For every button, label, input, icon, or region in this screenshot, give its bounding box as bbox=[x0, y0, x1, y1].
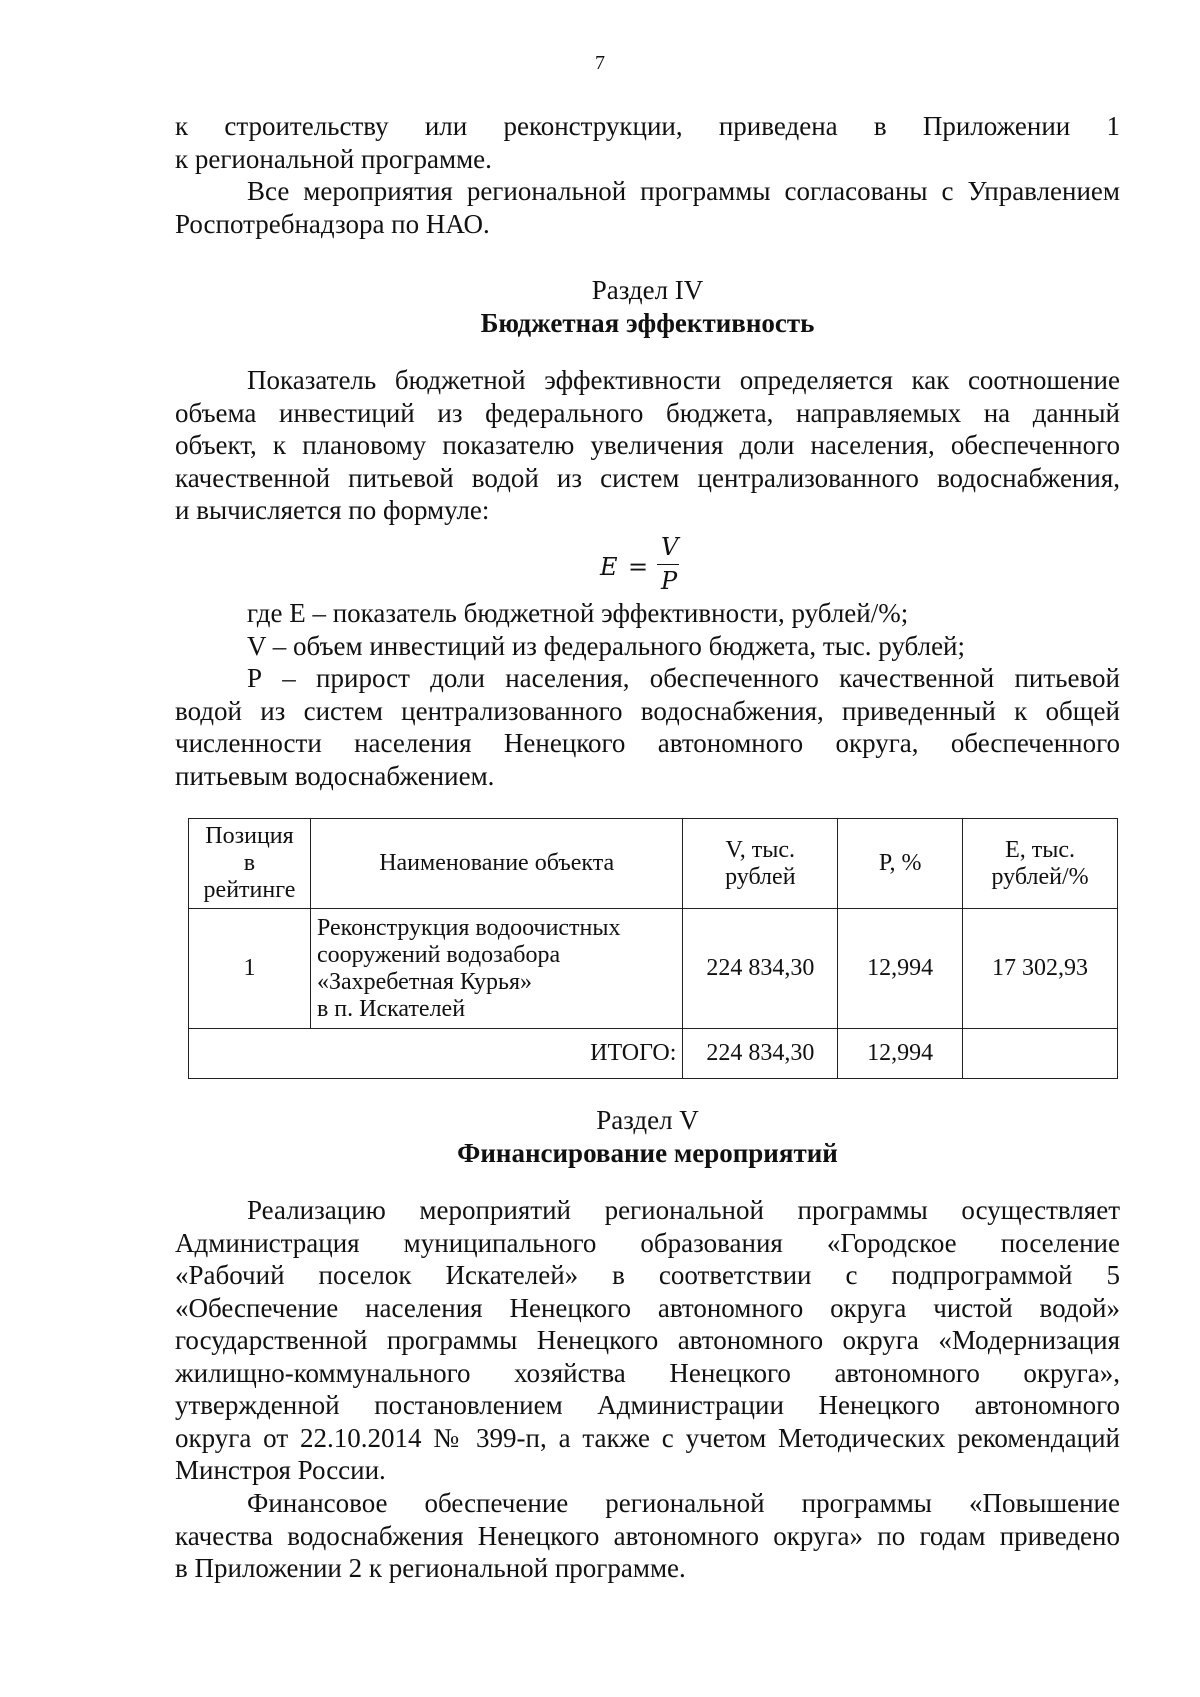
table-row bbox=[189, 909, 1118, 1029]
s5-p1-line-7: утвержденной постановлением Администрации Ненецкого автономного bbox=[175, 1390, 1120, 1420]
header-e-line-2: рублей/% bbox=[991, 863, 1089, 890]
s5-p1-line-2: Администрация муниципального образования «Городское поселение bbox=[175, 1227, 1120, 1258]
total-label: ИТОГО: bbox=[189, 1029, 683, 1079]
cell-e: 17 302,93 bbox=[963, 909, 1118, 1029]
section-4-heading bbox=[175, 274, 1120, 340]
intro-text bbox=[175, 110, 1120, 240]
formula-definitions bbox=[175, 597, 1120, 792]
section-5-heading bbox=[175, 1104, 1120, 1170]
formula-fraction-bar bbox=[657, 564, 679, 565]
header-v bbox=[683, 819, 838, 909]
section-4-label: Раздел IV bbox=[591, 275, 704, 305]
definition-p-line-4: питьевым водоснабжением. bbox=[175, 760, 495, 791]
efficiency-formula bbox=[600, 531, 690, 601]
section-5-paragraph-1 bbox=[175, 1194, 1120, 1487]
cell-name-line-4: в п. Искателей bbox=[316, 995, 466, 1022]
s5-p1-line-6: жилищно-коммунального хозяйства Ненецкого автономного округа», bbox=[175, 1357, 1120, 1388]
s5-p1-line-5: государственной программы Ненецкого автономного округа «Модернизация bbox=[175, 1325, 1120, 1355]
formula-denominator: P bbox=[661, 567, 678, 595]
formula-lhs: E bbox=[600, 553, 618, 581]
s5-p1-line-4: «Обеспечение населения Ненецкого автономного округа чистой водой» bbox=[175, 1292, 1120, 1323]
header-position-line-1: Позиция bbox=[205, 823, 294, 849]
section-4-title: Бюджетная эффективность bbox=[480, 308, 815, 338]
header-e bbox=[963, 819, 1118, 909]
intro-p1-line2: к региональной программе. bbox=[175, 143, 492, 174]
total-e-empty bbox=[963, 1029, 1118, 1079]
definition-p-line-2: водой из систем централизованного водоснабжения, приведенный к общей bbox=[175, 695, 1120, 726]
s4-line-3: объект, к плановому показателю увеличения доли населения, обеспеченного bbox=[175, 430, 1120, 460]
formula-equals: = bbox=[628, 553, 649, 581]
definition-v: V – объем инвестиций из федерального бюджета, тыс. рублей; bbox=[247, 630, 966, 661]
s4-line-4: качественной питьевой водой из систем централизованного водоснабжения, bbox=[175, 462, 1120, 493]
header-e-line-1: E, тыс. bbox=[1005, 836, 1076, 863]
efficiency-table bbox=[188, 818, 1118, 1079]
cell-name-line-2: сооружений водозабора bbox=[316, 941, 561, 968]
cell-name-line-3: «Захребетная Курья» bbox=[316, 968, 533, 995]
s5-p1-line-3: «Рабочий поселок Искателей» в соответствии с подпрограммой 5 bbox=[175, 1260, 1120, 1290]
s4-line-1: Показатель бюджетной эффективности определяется как соотношение bbox=[247, 365, 1120, 395]
page-number: 7 bbox=[595, 52, 605, 74]
cell-v: 224 834,30 bbox=[683, 909, 838, 1029]
header-v-line-2: рублей bbox=[725, 863, 796, 890]
section-5-title: Финансирование мероприятий bbox=[457, 1138, 838, 1168]
intro-p2-line2: Роспотребнадзора по НАО. bbox=[175, 208, 490, 239]
formula-numerator: V bbox=[661, 533, 679, 561]
section-5-paragraph-2 bbox=[175, 1487, 1120, 1585]
section-4-paragraph bbox=[175, 364, 1120, 527]
header-p: P, % bbox=[838, 819, 963, 909]
intro-p1-line1: к строительству или реконструкции, приведена в Приложении 1 bbox=[175, 111, 1120, 141]
s5-p1-line-9: Минстроя России. bbox=[175, 1455, 386, 1485]
definition-p-line-1: Р – прирост доли населения, обеспеченного качественной питьевой bbox=[247, 663, 1120, 693]
definition-e: где Е – показатель бюджетной эффективности, рублей/%; bbox=[247, 598, 909, 628]
s5-p2-line-3: в Приложении 2 к региональной программе. bbox=[175, 1553, 686, 1583]
s4-line-2: объема инвестиций из федерального бюджета, направляемых на данный bbox=[175, 397, 1120, 428]
header-name: Наименование объекта bbox=[310, 819, 682, 909]
s5-p1-line-1: Реализацию мероприятий региональной программы осуществляет bbox=[247, 1195, 1120, 1225]
table-header-row bbox=[189, 819, 1118, 909]
s5-p2-line-2: качества водоснабжения Ненецкого автономного округа» по годам приведено bbox=[175, 1520, 1120, 1551]
header-position bbox=[189, 819, 311, 909]
section-5-label: Раздел V bbox=[596, 1105, 699, 1135]
cell-position: 1 bbox=[189, 909, 311, 1029]
cell-name bbox=[310, 909, 682, 1029]
header-position-line-2: в рейтинге bbox=[203, 850, 296, 903]
definition-p-line-3: численности населения Ненецкого автономного округа, обеспеченного bbox=[175, 728, 1120, 758]
cell-p: 12,994 bbox=[838, 909, 963, 1029]
total-v: 224 834,30 bbox=[683, 1029, 838, 1079]
header-v-line-1: V, тыс. bbox=[725, 836, 796, 863]
table-total-row bbox=[189, 1029, 1118, 1079]
s5-p1-line-8: округа от 22.10.2014 № 399-п, а также с учетом Методических рекомендаций bbox=[175, 1422, 1120, 1453]
s4-line-5: и вычисляется по формуле: bbox=[175, 495, 490, 525]
cell-name-line-1: Реконструкция водоочистных bbox=[316, 914, 621, 941]
intro-p2-line1: Все мероприятия региональной программы согласованы с Управлением bbox=[247, 176, 1120, 206]
s5-p2-line-1: Финансовое обеспечение региональной программы «Повышение bbox=[247, 1488, 1120, 1518]
total-p: 12,994 bbox=[838, 1029, 963, 1079]
